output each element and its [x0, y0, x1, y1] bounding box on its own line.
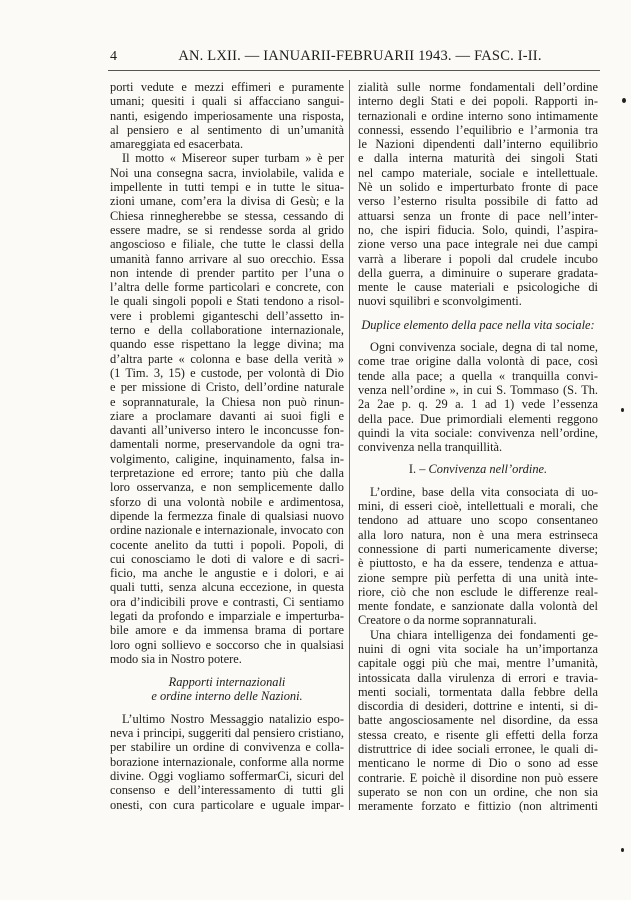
text-line: mente fondate, e sanzionate dalla volontà del	[358, 599, 598, 614]
text-line: contrarie. E poichè il disordine non può essere	[358, 770, 598, 785]
text-line: zione sempre più perfetta di una unità inte-	[358, 570, 598, 585]
text-line: consenso e dell’interessamento di tutti gli	[110, 783, 344, 798]
header-rule	[108, 70, 600, 71]
column-divider	[349, 80, 350, 810]
text-line: loro ogni sollievo e soccorso che in qualsiasi	[110, 637, 344, 652]
text-line: connessi, essendo l’equilibrio e l’armonia tra	[358, 122, 598, 137]
text-line: umanità fanno arrivare al suo orecchio. Essa	[110, 251, 344, 266]
text-line: tende alla pace; a quella « tranquilla convi-	[358, 368, 598, 383]
text-line: Creatore o da norme soprannaturali.	[358, 613, 537, 628]
text-line: L’ultimo Nostro Messaggio natalizio espo-	[122, 711, 344, 726]
text-line: batte angosciosamente nel disordine, da essa	[358, 713, 598, 728]
text-line: zione verso una pace integrale nei due campi	[358, 237, 598, 252]
paragraph	[110, 712, 344, 812]
text-line: ziare a proclamare davanti ai suoi figli e	[110, 408, 344, 423]
text-line: nel campo materiale, sociale e intellettuale.	[358, 165, 598, 180]
text-line: quando esse rispettano la legge divina; ma	[110, 337, 344, 352]
text-line: neva i principi, suggeriti dal pensiero cristiano,	[110, 726, 344, 741]
text-line: quindi la vita sociale: convivenza nell’ordine,	[358, 425, 598, 440]
section-heading	[110, 675, 344, 704]
text-line: le quali singoli popoli e Stati tendono a risol-	[110, 294, 344, 309]
text-line: le Nazioni dipendenti dall’interno equilibrio	[358, 137, 598, 152]
text-line: d’altra parte « colonna e base della verità »	[110, 351, 344, 366]
text-line: sforzo di una volontà nobile e ardimentosa,	[110, 494, 344, 509]
text-line: connessione di parti numericamente diverse;	[358, 541, 598, 556]
text-line: è piuttosto, e ha da essere, tendenza e attua-	[358, 556, 598, 571]
text-line: ficio, ma anche le angustie e i dolori, e ai	[110, 566, 344, 581]
text-line: discordia di desideri, dottrine e intenti, si di-	[358, 699, 598, 714]
text-line: per stabilire un ordine di convivenza e colla-	[110, 740, 344, 755]
text-line: zialità sulle norme fondamentali dell’ordine	[358, 80, 598, 94]
text-line: intossicata dalla virulenza di errori e travia-	[358, 670, 598, 685]
text-line: tendono ad attuare uno scopo consentaneo	[358, 513, 598, 528]
text-line: volgimento, caligine, inquinamento, falsa in-	[110, 451, 344, 466]
paragraph	[110, 151, 344, 666]
text-line: davanti all’universo intero le inconcusse fon-	[110, 423, 344, 438]
paragraph	[358, 485, 598, 628]
text-line: nuini di ogni vita sociale ha un’importanza	[358, 641, 598, 656]
text-line: damentali norme, preservandole da ogni tra-	[110, 437, 344, 452]
text-line: 2a 2ae p. q. 29 a. 1 ad 1) vede l’essenza	[358, 397, 598, 412]
text-line: superato se non con un ordine, che non sia	[358, 784, 598, 799]
left-column	[110, 80, 344, 812]
text-line: distruttrice di idee sociali erronee, le quali di-	[358, 742, 598, 757]
text-line: borazione internazionale, conforme alla norme	[110, 754, 344, 769]
text-line: l’altra delle forme particolari e concrete, con	[110, 280, 344, 295]
text-line: della pace. Due primordiali elementi reggono	[358, 411, 598, 426]
text-line: nuovi squilibri e sconvolgimenti.	[358, 294, 522, 309]
text-line: divine. Oggi vogliamo soffermarCi, sicuri del	[110, 768, 344, 783]
text-line: vere i problemi giganteschi dell’assetto in-	[110, 308, 344, 323]
text-line: ternazionali e ordine interno sono intimamente	[358, 108, 598, 123]
text-line: impellente in tutti tempi e in tutte le situa-	[110, 180, 344, 195]
paragraph	[358, 80, 598, 309]
text-line: varrà a liberare i popoli dal crudele incubo	[358, 251, 598, 266]
text-line: capitale oggi più che mai, mentre l’umanità,	[358, 656, 598, 671]
text-line: menticano le norme di Dio o sono ad esse	[358, 756, 598, 771]
text-line: modo sia in Nostro potere.	[110, 651, 242, 666]
text-line: interno degli Stati e dei popoli. Rapporti in-	[358, 94, 598, 109]
text-line: angoscioso e filiale, che tutte le classi della	[110, 237, 344, 252]
text-line: Il motto « Misereor super turbam » è per	[122, 151, 344, 166]
text-line: e soprannaturale, la Chiesa non può rinun-	[110, 394, 344, 409]
text-line: e dalla interna maturità dei singoli Stati	[358, 151, 598, 166]
text-line: porti vedute e mezzi effimeri e puramente	[110, 80, 344, 94]
section-heading	[358, 318, 598, 332]
text-line: loro osservanza, e non semplicemente dallo	[110, 480, 344, 495]
subheading-title: Convivenza nell’ordine.	[428, 462, 548, 477]
text-line: venza nell’ordine », in cui S. Tommaso (S. Th.	[358, 382, 598, 397]
text-line: ora d’indicibili prove e contrasti, Ci sentiamo	[110, 594, 344, 609]
text-line: e per missione di Cristo, dell’ordine naturale	[110, 380, 344, 395]
section-subheading	[358, 462, 598, 476]
text-line: L’ordine, base della vita consociata di uo-	[370, 484, 598, 499]
text-line: come trae origine dalla volontà di pace, così	[358, 354, 598, 369]
text-line: Ogni convivenza sociale, degna di tal nome,	[370, 340, 598, 355]
scan-speck	[621, 848, 624, 852]
paragraph	[110, 80, 344, 151]
text-line: riore, ciò che non esclude le differenze real-	[358, 584, 598, 599]
text-line: mente le cause materiali e psicologiche di	[358, 280, 598, 295]
heading-line: Rapporti internazionali	[168, 675, 286, 690]
text-line: ordine nazionale e internazionale, invocato con	[110, 523, 344, 538]
text-line: della guerra, a diminuire o superare gradata-	[358, 265, 598, 280]
text-line: Chiesa rinnegherebbe se stessa, cessando di	[110, 208, 344, 223]
text-line: Noi una consegna sacra, inviolabile, valida e	[110, 165, 344, 180]
text-line: verso l’esterno risulta possibile di fatto ad	[358, 194, 598, 209]
text-line: mini, di esseri cioè, intellettuali e morali, che	[358, 499, 598, 514]
page-number: 4	[110, 49, 117, 64]
scan-speck	[621, 408, 624, 412]
paragraph	[358, 628, 598, 814]
text-line: convivenza nella tranquillità.	[358, 440, 503, 455]
scan-speck	[622, 98, 626, 103]
right-column	[358, 80, 598, 814]
text-line: menti sociali, tormentata dalla febbre della	[358, 684, 598, 699]
text-line: bile amore e da immensa brama di portare	[110, 623, 344, 638]
text-line: cui conosciamo le doti di valore e di sacri-	[110, 551, 344, 566]
heading-line: Duplice elemento della pace nella vita sociale:	[361, 317, 595, 332]
text-line: nanti, esigendo imperiosamente una risposta,	[110, 108, 344, 123]
text-line: quali tutti, senza alcuna eccezione, in questa	[110, 580, 344, 595]
text-line: no, che ispiri fiducia. Solo, quindi, l’aspira-	[358, 222, 598, 237]
text-line: Nè un solido e imperturbato fronte di pace	[358, 180, 598, 195]
text-line: legati da profondo e imparziale e imperturba-	[110, 608, 344, 623]
text-line: cocente anelito da tutti i popoli. Popoli, di	[110, 537, 344, 552]
text-line: (1 Tim. 3, 15) e custode, per volontà di Dio	[110, 365, 344, 380]
text-line: al pensiero e al sentimento di un’umanità	[110, 122, 344, 137]
text-line: essere madre, se si rendesse sorda al grido	[110, 222, 344, 237]
running-head: AN. LXII. — IANUARII-FEBRUARII 1943. — FASC. I-II.	[178, 48, 542, 64]
text-line: terno e della collaboratione internazionale,	[110, 323, 344, 338]
text-line: non intende di prender partito per l’una o	[110, 265, 344, 280]
text-line: terpretazione ed errore; tanto più che dalla	[110, 466, 344, 481]
text-line: Una chiara intelligenza dei fondamenti ge-	[370, 627, 598, 642]
paragraph	[358, 340, 598, 454]
heading-line: e ordine interno delle Nazioni.	[151, 689, 303, 704]
text-line: zioni umane, com’era la divisa di Gesù; e la	[110, 194, 344, 209]
subheading-number: I. –	[408, 462, 426, 477]
text-line: alla loro natura, non è una mera estrinseca	[358, 527, 598, 542]
text-line: onesti, con cura particolare e uguale impar-	[110, 797, 344, 812]
text-line: attuarsi senza un fronte di pace nell’inter-	[358, 208, 598, 223]
text-line: dipende la fermezza finale di qualsiasi nuovo	[110, 508, 344, 523]
text-line: amareggiata ed esacerbata.	[110, 137, 244, 152]
text-line: umani; quesiti i quali si affacciano sangui-	[110, 94, 344, 109]
text-line: meramente forzato e fittizio (non altrimenti	[358, 799, 598, 814]
text-line: stessa creato, e risente gli effetti della forza	[358, 727, 598, 742]
